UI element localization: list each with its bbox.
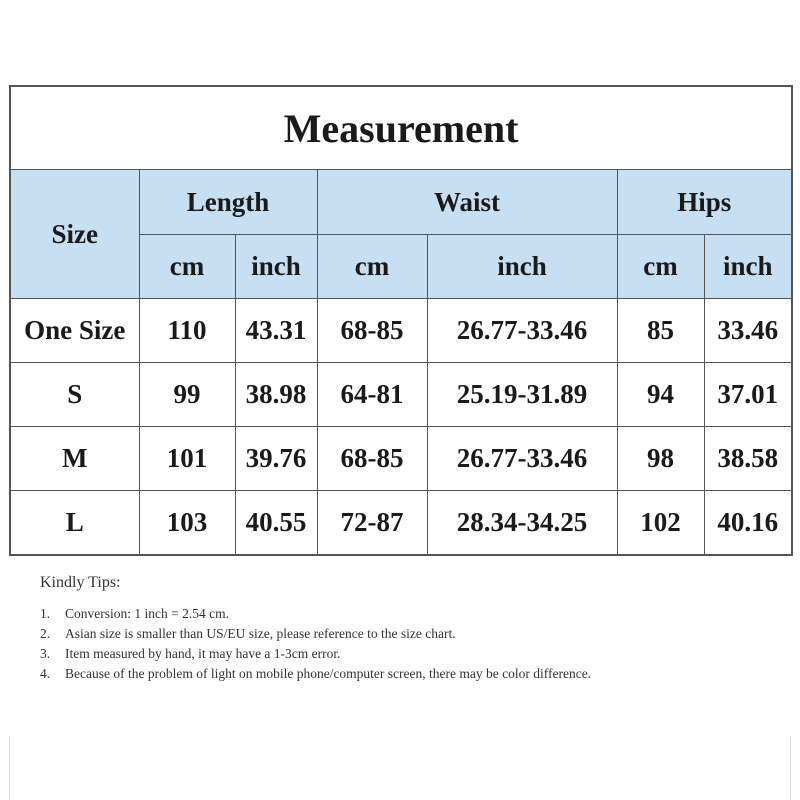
value-cell: 39.76 [235, 427, 317, 491]
size-header: Size [10, 170, 139, 299]
value-cell: 68-85 [317, 299, 427, 363]
value-cell: 37.01 [704, 363, 792, 427]
tip-item [40, 604, 680, 624]
tips-list [40, 604, 680, 684]
tip-text: Because of the problem of light on mobile phone/computer screen, there may be color difference. [65, 666, 592, 681]
value-cell: 98 [617, 427, 704, 491]
value-cell: 85 [617, 299, 704, 363]
tips-title: Kindly Tips: [40, 574, 121, 591]
tip-number: 4. [40, 666, 51, 681]
value-cell: 72-87 [317, 491, 427, 556]
unit-header: inch [235, 235, 317, 299]
hips-header: Hips [617, 170, 792, 235]
tip-text: Asian size is smaller than US/EU size, please reference to the size chart. [65, 626, 456, 641]
value-cell: 38.58 [704, 427, 792, 491]
waist-header: Waist [317, 170, 617, 235]
tip-item [40, 644, 680, 664]
value-cell: 94 [617, 363, 704, 427]
tip-text: Item measured by hand, it may have a 1-3cm error. [65, 646, 341, 661]
value-cell: 101 [139, 427, 235, 491]
length-header: Length [139, 170, 317, 235]
unit-header: cm [617, 235, 704, 299]
value-cell: 110 [139, 299, 235, 363]
tip-item [40, 664, 680, 684]
value-cell: 26.77-33.46 [427, 427, 617, 491]
value-cell: 25.19-31.89 [427, 363, 617, 427]
size-cell: M [10, 427, 139, 491]
kindly-tips [40, 574, 680, 684]
size-cell: One Size [10, 299, 139, 363]
unit-header: cm [317, 235, 427, 299]
unit-header: cm [139, 235, 235, 299]
tip-text: Conversion: 1 inch = 2.54 cm. [65, 606, 229, 621]
tip-number: 3. [40, 646, 51, 661]
value-cell: 33.46 [704, 299, 792, 363]
value-cell: 40.55 [235, 491, 317, 556]
table-row [10, 363, 792, 427]
size-chart-table [9, 85, 793, 556]
size-cell: S [10, 363, 139, 427]
tip-item [40, 624, 680, 644]
value-cell: 64-81 [317, 363, 427, 427]
table-row [10, 427, 792, 491]
table-row [10, 299, 792, 363]
unit-header: inch [427, 235, 617, 299]
tip-number: 1. [40, 606, 51, 621]
value-cell: 38.98 [235, 363, 317, 427]
table-title: Measurement [10, 86, 792, 170]
value-cell: 28.34-34.25 [427, 491, 617, 556]
tip-number: 2. [40, 626, 51, 641]
value-cell: 43.31 [235, 299, 317, 363]
bottom-frame-edge [9, 736, 791, 800]
value-cell: 102 [617, 491, 704, 556]
value-cell: 26.77-33.46 [427, 299, 617, 363]
value-cell: 40.16 [704, 491, 792, 556]
value-cell: 68-85 [317, 427, 427, 491]
table-row [10, 491, 792, 556]
unit-header: inch [704, 235, 792, 299]
size-cell: L [10, 491, 139, 556]
value-cell: 103 [139, 491, 235, 556]
value-cell: 99 [139, 363, 235, 427]
